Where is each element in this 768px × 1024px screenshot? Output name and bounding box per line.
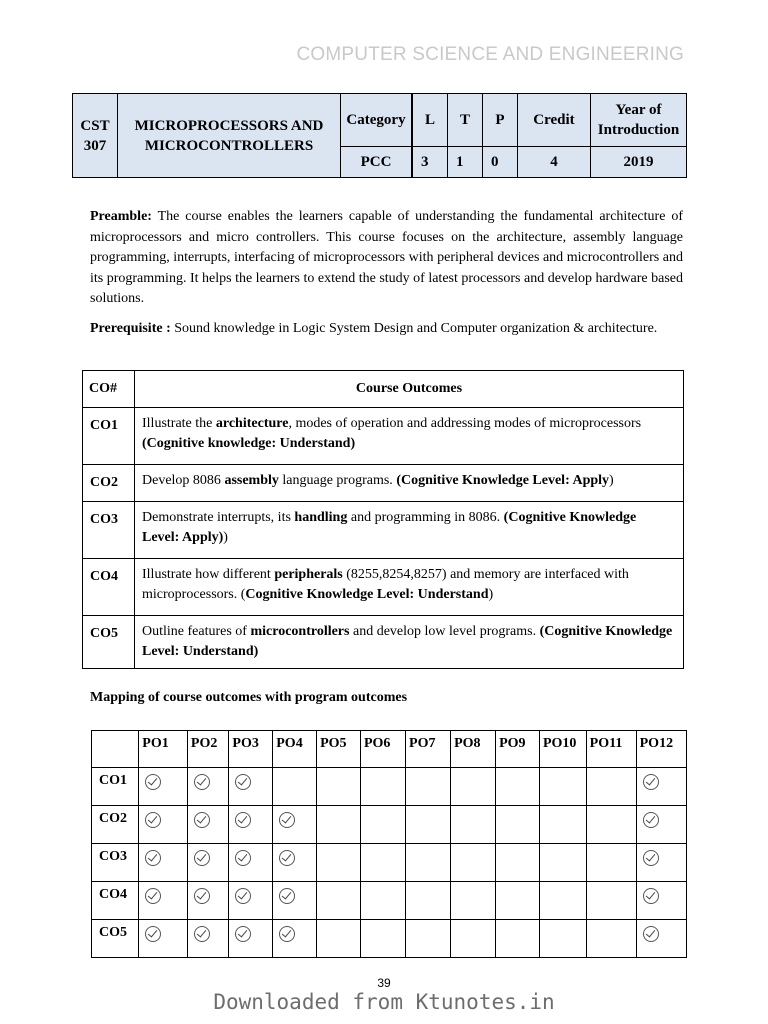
preamble-paragraph bbox=[90, 207, 683, 310]
mapping-cell bbox=[139, 844, 188, 882]
mapping-cell bbox=[451, 882, 496, 920]
mapping-cell bbox=[406, 768, 451, 806]
mapping-cell bbox=[317, 920, 361, 958]
check-circle-icon bbox=[643, 850, 659, 866]
mapping-cell bbox=[317, 768, 361, 806]
check-circle-icon bbox=[194, 888, 210, 904]
check-circle-icon bbox=[235, 888, 251, 904]
mapping-cell bbox=[539, 844, 586, 882]
mapping-cell bbox=[139, 920, 188, 958]
mapping-cell bbox=[496, 768, 540, 806]
prerequisite-text: Sound knowledge in Logic System Design and Computer organization & architecture. bbox=[170, 321, 658, 336]
po-header: PO12 bbox=[636, 731, 686, 768]
category-value: PCC bbox=[341, 147, 413, 178]
mapping-cell bbox=[139, 768, 188, 806]
p-value: 0 bbox=[483, 147, 518, 178]
check-circle-icon bbox=[643, 888, 659, 904]
check-circle-icon bbox=[235, 926, 251, 942]
mapping-cell bbox=[636, 768, 686, 806]
mapping-co-id: CO1 bbox=[92, 768, 139, 806]
check-circle-icon bbox=[279, 850, 295, 866]
table-row bbox=[83, 408, 684, 465]
check-circle-icon bbox=[145, 850, 161, 866]
credit-value: 4 bbox=[518, 147, 591, 178]
po-header: PO9 bbox=[496, 731, 540, 768]
check-circle-icon bbox=[194, 774, 210, 790]
page-header-title: COMPUTER SCIENCE AND ENGINEERING bbox=[296, 44, 684, 65]
mapping-cell bbox=[586, 806, 636, 844]
check-circle-icon bbox=[194, 926, 210, 942]
preamble-label: Preamble: bbox=[90, 209, 152, 224]
co-id: CO3 bbox=[83, 502, 135, 559]
table-row bbox=[92, 920, 687, 958]
mapping-cell bbox=[139, 882, 188, 920]
mapping-cell bbox=[636, 806, 686, 844]
t-header: T bbox=[448, 94, 483, 147]
table-row bbox=[83, 559, 684, 616]
mapping-cell bbox=[229, 920, 273, 958]
mapping-title: Mapping of course outcomes with program outcomes bbox=[90, 690, 408, 705]
prerequisite-paragraph bbox=[90, 319, 683, 340]
page-number: 39 bbox=[377, 976, 391, 990]
check-circle-icon bbox=[145, 812, 161, 828]
mapping-cell bbox=[586, 768, 636, 806]
po-header: PO8 bbox=[451, 731, 496, 768]
l-header: L bbox=[412, 94, 448, 147]
l-value: 3 bbox=[412, 147, 448, 178]
course-name: MICROPROCESSORS AND MICROCONTROLLERS bbox=[118, 94, 341, 178]
po-header: PO6 bbox=[360, 731, 405, 768]
po-header: PO3 bbox=[229, 731, 273, 768]
year-value: 2019 bbox=[591, 147, 687, 178]
mapping-cell bbox=[539, 920, 586, 958]
course-code: CST 307 bbox=[73, 94, 118, 178]
check-circle-icon bbox=[279, 926, 295, 942]
mapping-cell bbox=[273, 844, 317, 882]
mapping-cell bbox=[636, 920, 686, 958]
mapping-cell bbox=[187, 882, 228, 920]
po-mapping-table bbox=[91, 730, 687, 958]
mapping-cell bbox=[360, 920, 405, 958]
check-circle-icon bbox=[194, 850, 210, 866]
mapping-cell bbox=[360, 806, 405, 844]
mapping-cell bbox=[187, 768, 228, 806]
mapping-cell bbox=[187, 920, 228, 958]
check-circle-icon bbox=[643, 926, 659, 942]
mapping-cell bbox=[496, 920, 540, 958]
co-description: Demonstrate interrupts, its handling and programming in 8086. (Cognitive Knowledge Level: Apply)) bbox=[135, 502, 684, 559]
prerequisite-label: Prerequisite : bbox=[90, 321, 171, 336]
table-row bbox=[92, 768, 687, 806]
category-header: Category bbox=[341, 94, 413, 147]
footer-watermark: Downloaded from Ktunotes.in bbox=[213, 990, 555, 1014]
check-circle-icon bbox=[235, 812, 251, 828]
mapping-cell bbox=[229, 768, 273, 806]
mapping-cell bbox=[317, 806, 361, 844]
t-value: 1 bbox=[448, 147, 483, 178]
mapping-cell bbox=[586, 844, 636, 882]
po-header: PO4 bbox=[273, 731, 317, 768]
table-row bbox=[83, 465, 684, 502]
po-header: PO1 bbox=[139, 731, 188, 768]
mapping-cell bbox=[187, 844, 228, 882]
mapping-cell bbox=[317, 844, 361, 882]
mapping-cell bbox=[273, 920, 317, 958]
table-row bbox=[83, 502, 684, 559]
check-circle-icon bbox=[194, 812, 210, 828]
po-header: PO11 bbox=[586, 731, 636, 768]
co-description: Develop 8086 assembly language programs. (Cognitive Knowledge Level: Apply) bbox=[135, 465, 684, 502]
check-circle-icon bbox=[145, 774, 161, 790]
table-row bbox=[92, 882, 687, 920]
table-row bbox=[92, 731, 687, 768]
mapping-cell bbox=[451, 768, 496, 806]
mapping-cell bbox=[496, 806, 540, 844]
mapping-cell bbox=[187, 806, 228, 844]
mapping-cell bbox=[273, 768, 317, 806]
co-description: Outline features of microcontrollers and develop low level programs. (Cognitive Knowledge Level: Understand) bbox=[135, 616, 684, 669]
mapping-cell bbox=[406, 882, 451, 920]
preamble-text: The course enables the learners capable of understanding the fundamental architecture of microprocessors and micro controllers. This course focuses on the architecture, assembly language programming, interrupts, interfacing of microprocessors with peripheral devices and microcontrollers and its programming. It helps the learners to extend the study of latest processors and develop hardware based solutions. bbox=[90, 209, 683, 306]
co-id-header: CO# bbox=[83, 371, 135, 408]
co-description: Illustrate the architecture, modes of operation and addressing modes of microprocessors (Cognitive knowledge: Understand) bbox=[135, 408, 684, 465]
course-info-table bbox=[72, 93, 687, 178]
mapping-co-id: CO4 bbox=[92, 882, 139, 920]
mapping-cell bbox=[586, 882, 636, 920]
check-circle-icon bbox=[145, 888, 161, 904]
mapping-cell bbox=[451, 806, 496, 844]
mapping-cell bbox=[406, 844, 451, 882]
co-id: CO1 bbox=[83, 408, 135, 465]
corner-cell bbox=[92, 731, 139, 768]
check-circle-icon bbox=[279, 888, 295, 904]
mapping-cell bbox=[360, 882, 405, 920]
mapping-cell bbox=[406, 920, 451, 958]
mapping-cell bbox=[360, 844, 405, 882]
credit-header: Credit bbox=[518, 94, 591, 147]
check-circle-icon bbox=[235, 774, 251, 790]
mapping-cell bbox=[451, 844, 496, 882]
po-header: PO7 bbox=[406, 731, 451, 768]
mapping-cell bbox=[586, 920, 636, 958]
mapping-co-id: CO5 bbox=[92, 920, 139, 958]
mapping-cell bbox=[539, 806, 586, 844]
mapping-cell bbox=[360, 768, 405, 806]
course-outcomes-table bbox=[82, 370, 684, 669]
check-circle-icon bbox=[235, 850, 251, 866]
mapping-cell bbox=[636, 882, 686, 920]
mapping-cell bbox=[406, 806, 451, 844]
mapping-co-id: CO2 bbox=[92, 806, 139, 844]
mapping-cell bbox=[273, 806, 317, 844]
mapping-cell bbox=[496, 882, 540, 920]
mapping-cell bbox=[229, 882, 273, 920]
check-circle-icon bbox=[643, 812, 659, 828]
mapping-cell bbox=[139, 806, 188, 844]
co-id: CO2 bbox=[83, 465, 135, 502]
table-row bbox=[92, 844, 687, 882]
co-description: Illustrate how different peripherals (8255,8254,8257) and memory are interfaced with microprocessors. (Cognitive Knowledge Level: Understand) bbox=[135, 559, 684, 616]
po-header: PO2 bbox=[187, 731, 228, 768]
p-header: P bbox=[483, 94, 518, 147]
mapping-cell bbox=[636, 844, 686, 882]
check-circle-icon bbox=[145, 926, 161, 942]
po-header: PO5 bbox=[317, 731, 361, 768]
mapping-cell bbox=[229, 806, 273, 844]
mapping-cell bbox=[273, 882, 317, 920]
po-header: PO10 bbox=[539, 731, 586, 768]
course-outcomes-header: Course Outcomes bbox=[135, 371, 684, 408]
co-id: CO4 bbox=[83, 559, 135, 616]
mapping-cell bbox=[539, 768, 586, 806]
mapping-cell bbox=[496, 844, 540, 882]
mapping-cell bbox=[451, 920, 496, 958]
mapping-cell bbox=[317, 882, 361, 920]
table-row bbox=[92, 806, 687, 844]
mapping-cell bbox=[539, 882, 586, 920]
check-circle-icon bbox=[643, 774, 659, 790]
mapping-co-id: CO3 bbox=[92, 844, 139, 882]
co-id: CO5 bbox=[83, 616, 135, 669]
table-row bbox=[83, 616, 684, 669]
mapping-cell bbox=[229, 844, 273, 882]
year-header: Year of Introduction bbox=[591, 94, 687, 147]
check-circle-icon bbox=[279, 812, 295, 828]
